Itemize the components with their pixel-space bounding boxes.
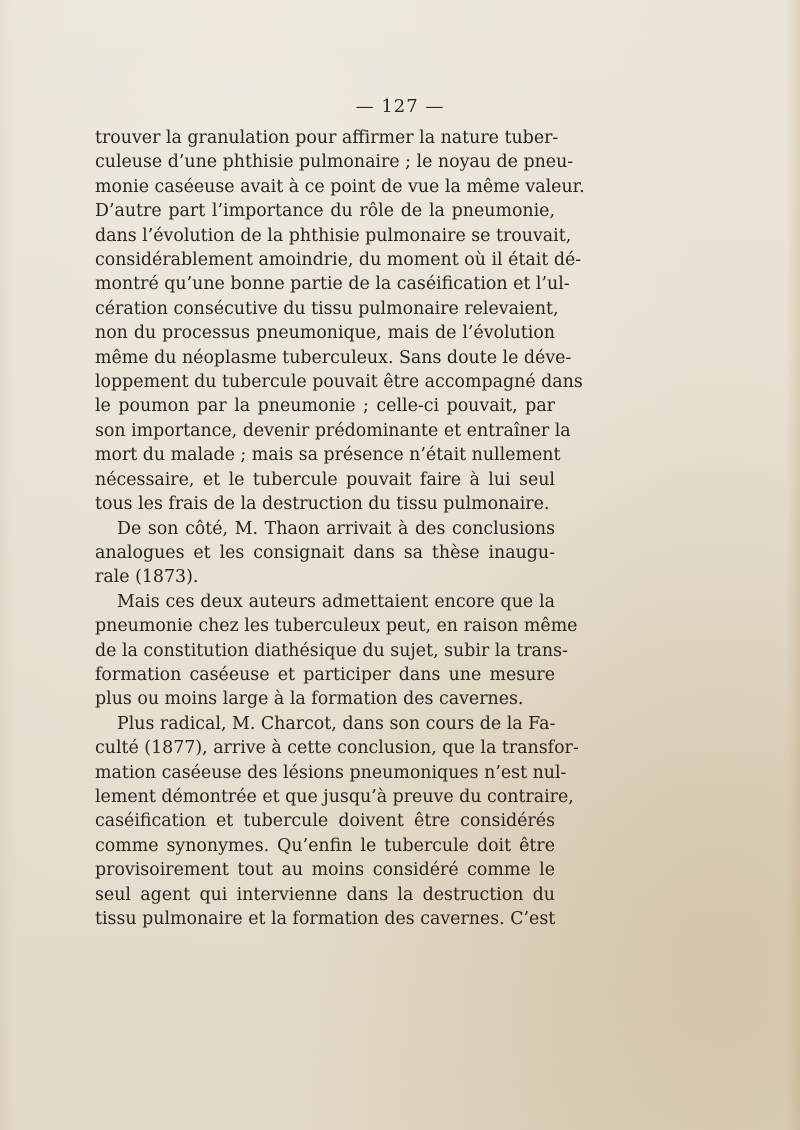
- text-line: Mais ces deux auteurs admettaient encore que la: [117, 591, 555, 612]
- text-line: pneumonie chez les tuberculeux peut, en raison même: [95, 616, 578, 637]
- text-line: même du néoplasme tuberculeux. Sans doute le déve-: [95, 347, 572, 368]
- text-line: caséification et tubercule doivent être considérés: [95, 811, 555, 832]
- text-line: tissu pulmonaire et la formation des cavernes. C’est: [95, 909, 556, 929]
- body-text: [95, 126, 585, 931]
- text-line: comme synonymes. Qu’enfin le tubercule doit être: [95, 835, 555, 856]
- text-line: son importance, devenir prédominante et entraîner la: [95, 420, 571, 441]
- text-line: de la constitution diathésique du sujet, subir la trans-: [95, 640, 568, 661]
- text-line: le poumon par la pneumonie ; celle-ci pouvait, par: [95, 396, 555, 417]
- text-line: provisoirement tout au moins considéré comme le: [95, 860, 555, 881]
- text-line: cération consécutive du tissu pulmonaire relevaient,: [95, 298, 559, 319]
- text-line: trouver la granulation pour affirmer la nature tuber-: [95, 128, 559, 148]
- page-number: — 127 —: [355, 96, 445, 117]
- text-line: montré qu’une bonne partie de la caséification et l’ul-: [95, 274, 570, 295]
- text-line: dans l’évolution de la phthisie pulmonaire se trouvait,: [95, 225, 572, 246]
- text-line: formation caséeuse et participer dans une mesure: [95, 664, 555, 685]
- text-line: De son côté, M. Thaon arrivait à des conclusions: [117, 518, 555, 539]
- text-line: considérablement amoindrie, du moment où il était dé-: [95, 250, 582, 271]
- text-line: monie caséeuse avait à ce point de vue la même valeur.: [95, 176, 585, 197]
- text-line: non du processus pneumonique, mais de l’évolution: [95, 323, 555, 344]
- text-line: mation caséeuse des lésions pneumoniques n’est nul-: [95, 762, 567, 783]
- text-line: culeuse d’une phthisie pulmonaire ; le noyau de pneu-: [95, 152, 574, 173]
- text-line: mort du malade ; mais sa présence n’était nullement: [95, 445, 561, 466]
- text-line: nécessaire, et le tubercule pouvait faire à lui seul: [95, 469, 555, 490]
- text-line: loppement du tubercule pouvait être accompagné dans: [95, 372, 583, 393]
- text-line: analogues et les consignait dans sa thèse inaugu-: [95, 542, 555, 563]
- text-line: D’autre part l’importance du rôle de la pneumonie,: [95, 201, 555, 222]
- text-line: tous les frais de la destruction du tissu pulmonaire.: [95, 494, 550, 515]
- text-line: culté (1877), arrive à cette conclusion, que la transfor-: [95, 738, 579, 759]
- text-line: Plus radical, M. Charcot, dans son cours de la Fa-: [117, 713, 556, 734]
- text-line: lement démontrée et que jusqu’à preuve du contraire,: [95, 786, 574, 807]
- text-line: rale (1873).: [95, 567, 199, 588]
- text-line: plus ou moins large à la formation des cavernes.: [95, 689, 524, 710]
- text-line: seul agent qui intervienne dans la destruction du: [95, 884, 555, 905]
